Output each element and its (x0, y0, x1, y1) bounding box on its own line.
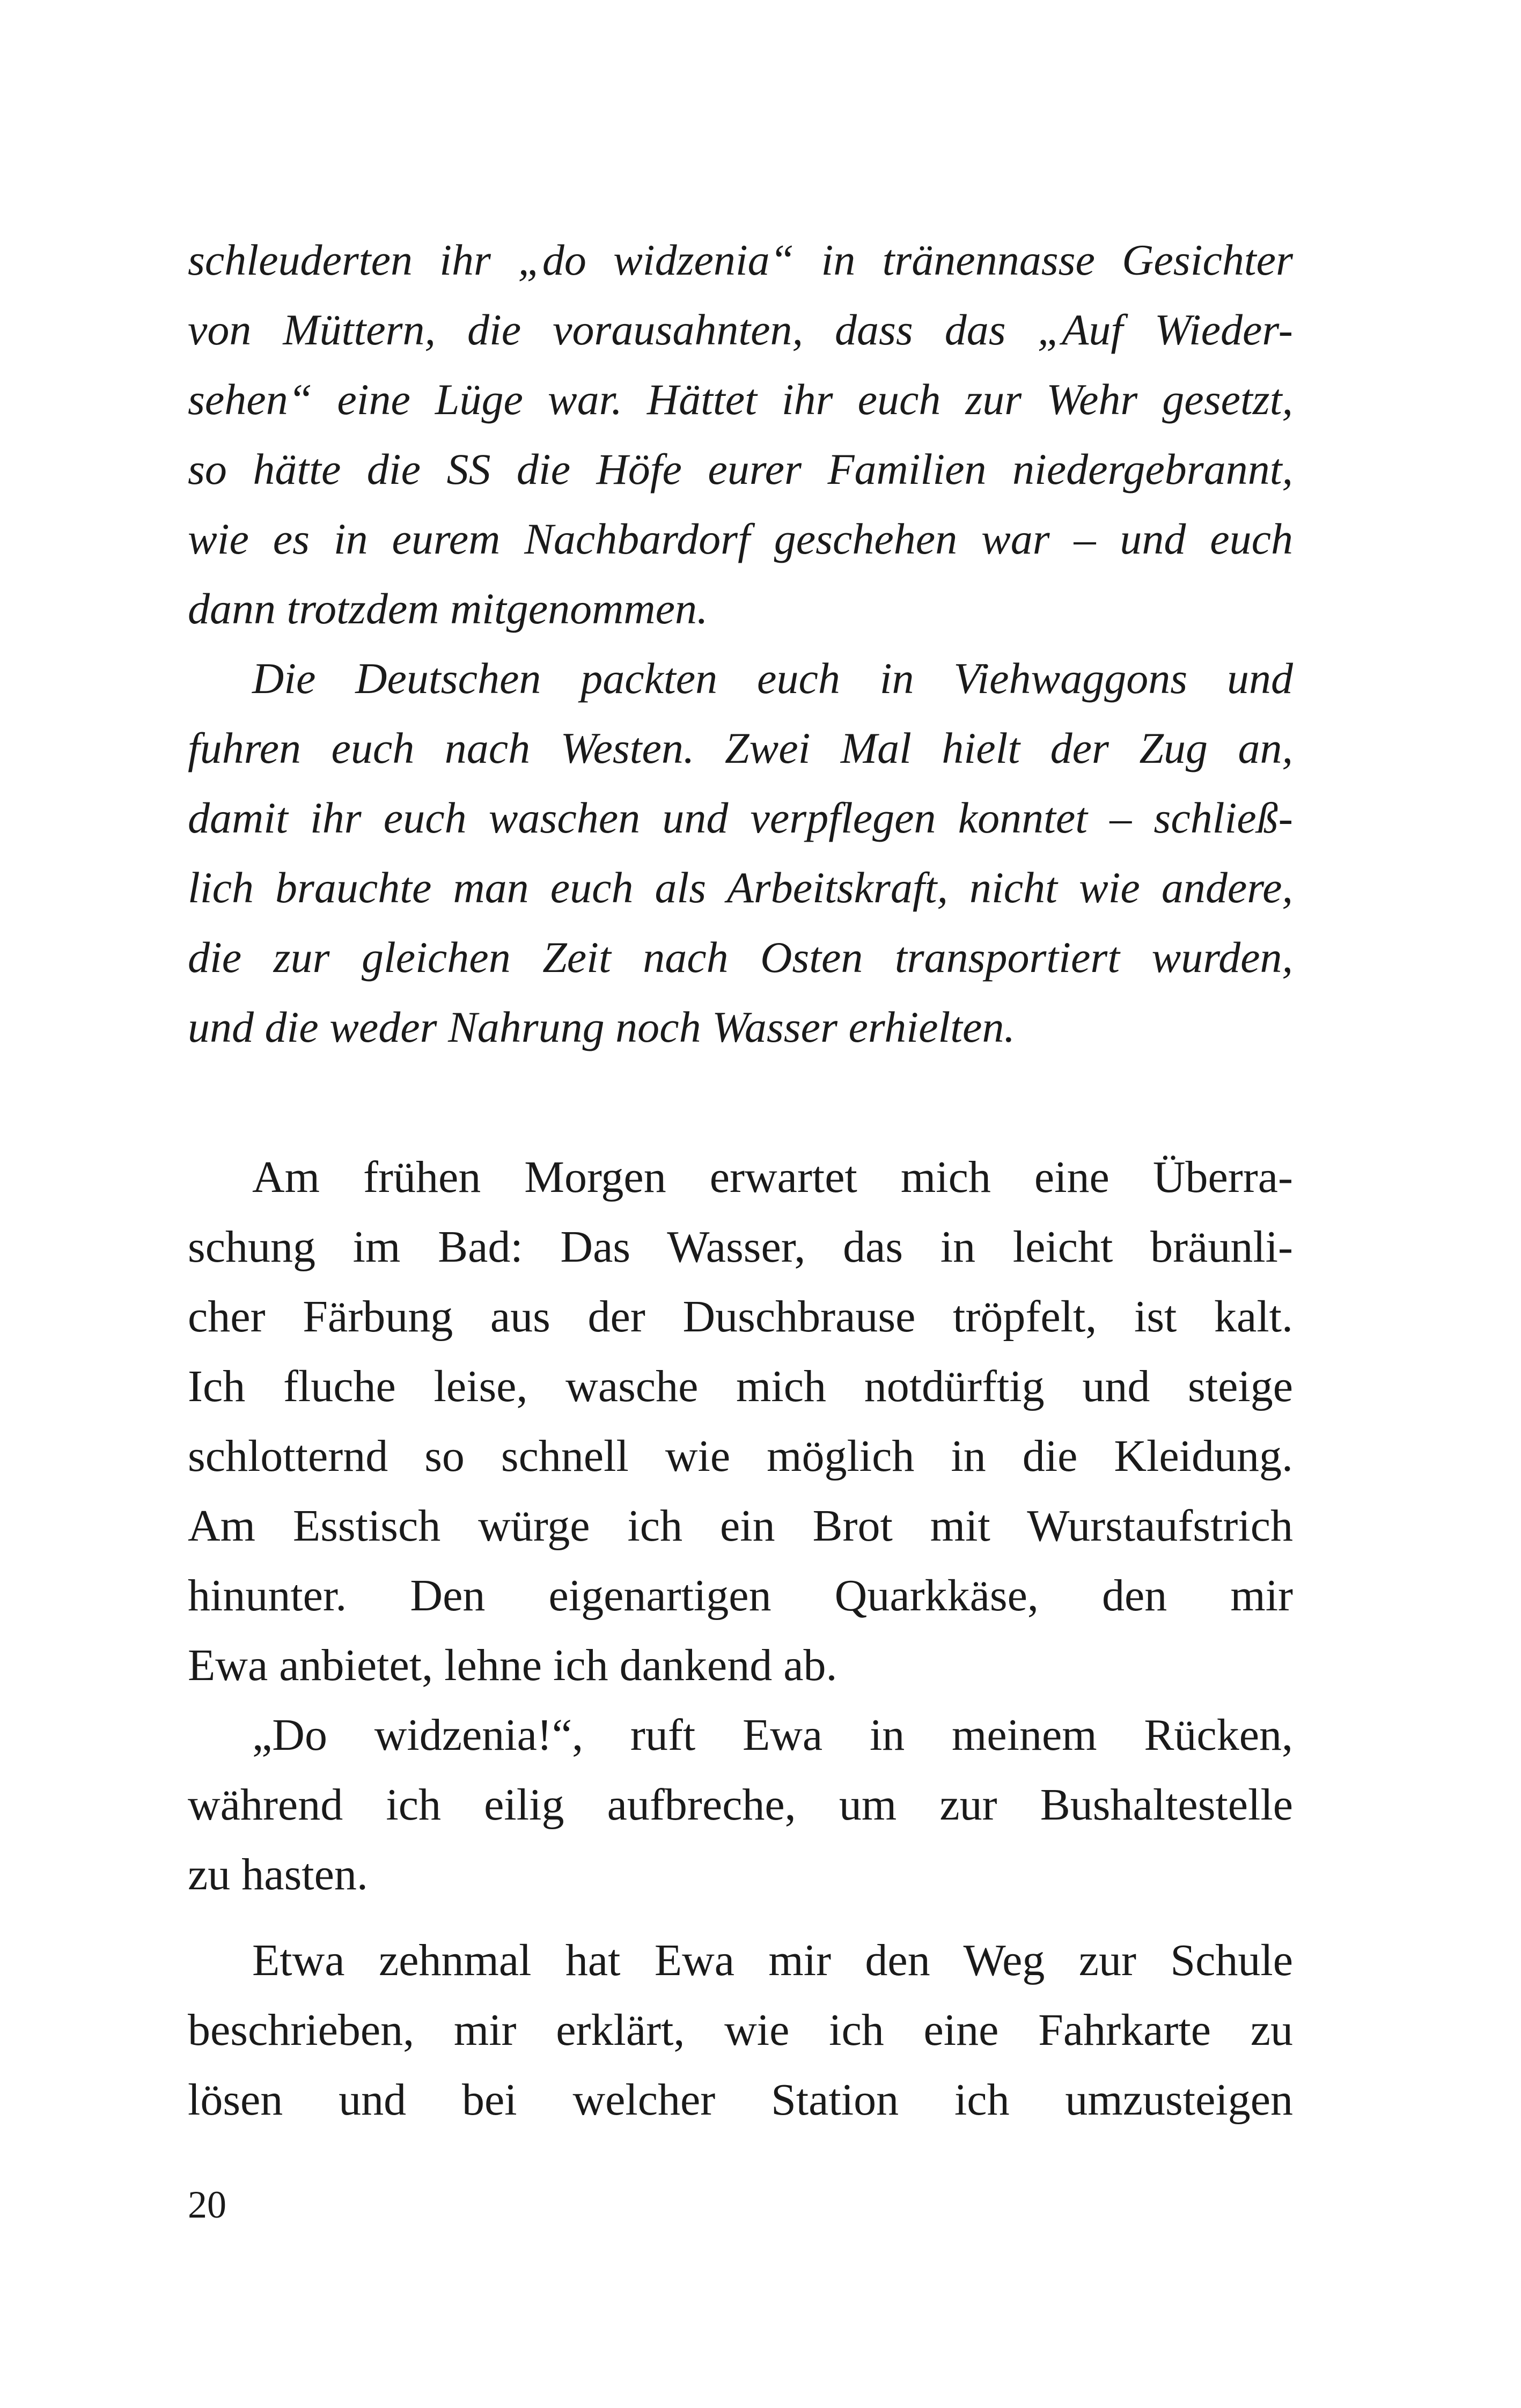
roman-line-14: lösen und bei welcher Station ich umzusteigen (188, 2075, 1293, 2125)
roman-line-7: hinunter. Den eigenartigen Quarkkäse, den mir (188, 1571, 1293, 1621)
roman-line-6: Am Esstisch würge ich ein Brot mit Wurstaufstrich (188, 1501, 1293, 1551)
italic-line-9: damit ihr euch waschen und verpflegen konntet – schließ- (188, 793, 1293, 842)
roman-line-10: während ich eilig aufbreche, um zur Bushaltestelle (188, 1780, 1293, 1830)
italic-line-2: von Müttern, die vorausahnten, dass das „Auf Wieder- (188, 305, 1293, 354)
roman-line-11: zu hasten. (188, 1850, 368, 1899)
roman-line-12: Etwa zehnmal hat Ewa mir den Weg zur Schule (252, 1935, 1293, 1985)
roman-line-4: Ich fluche leise, wasche mich notdürftig und steige (188, 1361, 1293, 1411)
italic-line-4: so hätte die SS die Höfe eurer Familien niedergebrannt, (188, 445, 1293, 494)
roman-line-5: schlotternd so schnell wie möglich in die Kleidung. (188, 1431, 1293, 1481)
roman-line-3: cher Färbung aus der Duschbrause tröpfelt, ist kalt. (188, 1292, 1293, 1342)
roman-line-13: beschrieben, mir erklärt, wie ich eine Fahrkarte zu (188, 2005, 1293, 2055)
page-number: 20 (188, 2183, 226, 2226)
italic-line-11: die zur gleichen Zeit nach Osten transportiert wurden, (188, 933, 1293, 982)
italic-line-12: und die weder Nahrung noch Wasser erhielten. (188, 1003, 1015, 1051)
italic-line-1: schleuderten ihr „do widzenia“ in tränennasse Gesichter (188, 235, 1293, 284)
italic-line-6: dann trotzdem mitgenommen. (188, 584, 708, 633)
roman-line-9: „Do widzenia!“, ruft Ewa in meinem Rücken, (252, 1710, 1293, 1760)
roman-line-2: schung im Bad: Das Wasser, das in leicht bräunli- (188, 1222, 1293, 1272)
roman-line-1: Am frühen Morgen erwartet mich eine Überra- (252, 1152, 1293, 1202)
italic-line-5: wie es in eurem Nachbardorf geschehen war – und euch (188, 514, 1293, 563)
italic-line-7: Die Deutschen packten euch in Viehwaggons und (252, 654, 1293, 703)
roman-line-8: Ewa anbietet, lehne ich dankend ab. (188, 1640, 837, 1690)
italic-line-10: lich brauchte man euch als Arbeitskraft, nicht wie andere, (188, 863, 1293, 912)
italic-line-3: sehen“ eine Lüge war. Hättet ihr euch zur Wehr gesetzt, (188, 375, 1293, 424)
italic-line-8: fuhren euch nach Westen. Zwei Mal hielt der Zug an, (188, 724, 1293, 772)
